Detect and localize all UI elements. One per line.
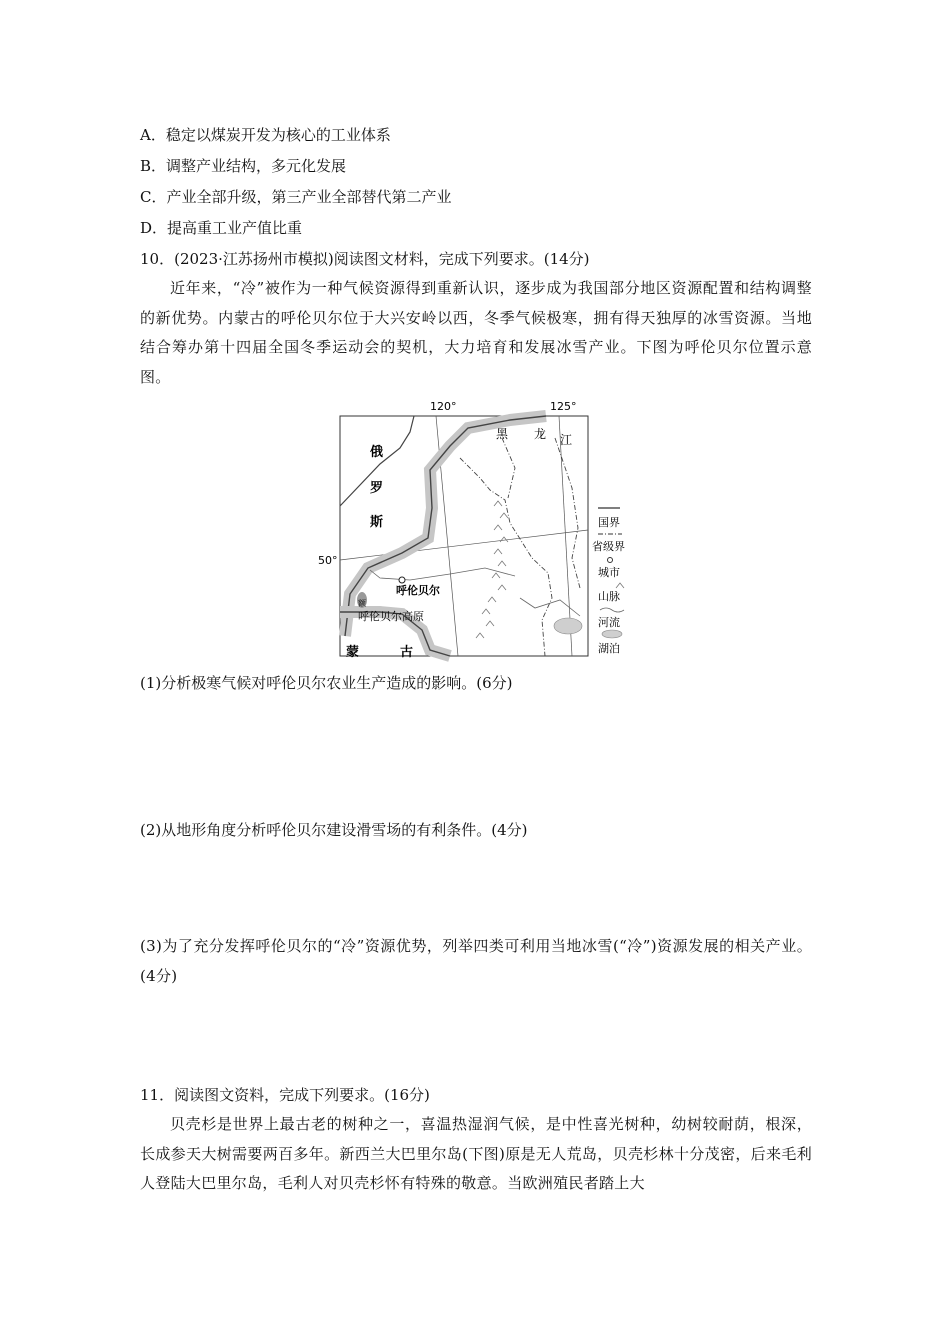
plateau-label: 呼伦贝尔高原 [358,610,424,623]
city-marker [399,577,405,583]
lon-120-label: 120° [430,400,457,413]
lake-label: 额 [358,599,366,608]
option-d: D．提高重工业产值比重 [140,219,303,237]
hulunbuir-location-map [310,398,655,662]
option-b: B．调整产业结构，多元化发展 [140,157,347,175]
lat-50-label: 50° [318,554,338,567]
city-label: 呼伦贝尔 [396,584,440,597]
heilongjiang-label-3: 江 [560,433,573,447]
heilongjiang-label-2: 龙 [534,427,547,441]
question-10-sub-3: (3)为了充分发挥呼伦贝尔的“冷”资源优势，列举四类可利用当地冰雪(“冷”)资源发展的相关产业。(4分) [140,937,812,985]
lon-125-label: 125° [550,400,577,413]
russia-label-2: 罗 [370,481,384,496]
heilongjiang-label-1: 黑 [496,427,509,441]
legend-mountain: 山脉 [598,590,620,603]
legend-city: 城市 [598,566,620,579]
question-10-sub-1: (1)分析极寒气候对呼伦贝尔农业生产造成的影响。(6分) [140,674,513,692]
question-11-header: 11．阅读图文资料，完成下列要求。(16分) [140,1086,430,1104]
russia-label-1: 俄 [370,445,384,460]
russia-label-3: 斯 [370,515,384,530]
question-10-sub-2: (2)从地形角度分析呼伦贝尔建设滑雪场的有利条件。(4分) [140,821,528,839]
lake-east [554,618,582,634]
mongolia-label-1: 蒙 [346,645,360,660]
option-a: A．稳定以煤炭开发为核心的工业体系 [140,126,391,144]
mongolia-label-2: 古 [400,645,414,660]
question-10-header: 10．(2023·江苏扬州市模拟)阅读图文材料，完成下列要求。(14分) [140,250,590,268]
question-10-passage: 近年来，“冷”被作为一种气候资源得到重新认识，逐步成为我国部分地区资源配置和结构调整的新优势。内蒙古的呼伦贝尔位于大兴安岭以西，冬季气候极寒，拥有得天独厚的冰雪资源。当地结合筹办第十四届全国冬季运动会的契机，大力培育和发展冰雪产业。下图为呼伦贝尔位置示意图。 [140,279,812,386]
legend-river: 河流 [598,616,620,629]
legend-provincial-border: 省级界 [592,540,625,553]
option-c: C．产业全部升级，第三产业全部替代第二产业 [140,188,452,206]
map-legend [592,508,625,655]
question-11-passage: 贝壳杉是世界上最古老的树种之一，喜温热湿润气候，是中性喜光树种，幼树较耐荫，根深，长成参天大树需要两百多年。新西兰大巴里尔岛(下图)原是无人荒岛，贝壳杉林十分茂密，后来毛利人登陆大巴里尔岛，毛利人对贝壳杉怀有特殊的敬意。当欧洲殖民者踏上大 [140,1115,812,1192]
legend-lake: 湖泊 [598,642,620,655]
legend-national-border: 国界 [598,516,620,529]
